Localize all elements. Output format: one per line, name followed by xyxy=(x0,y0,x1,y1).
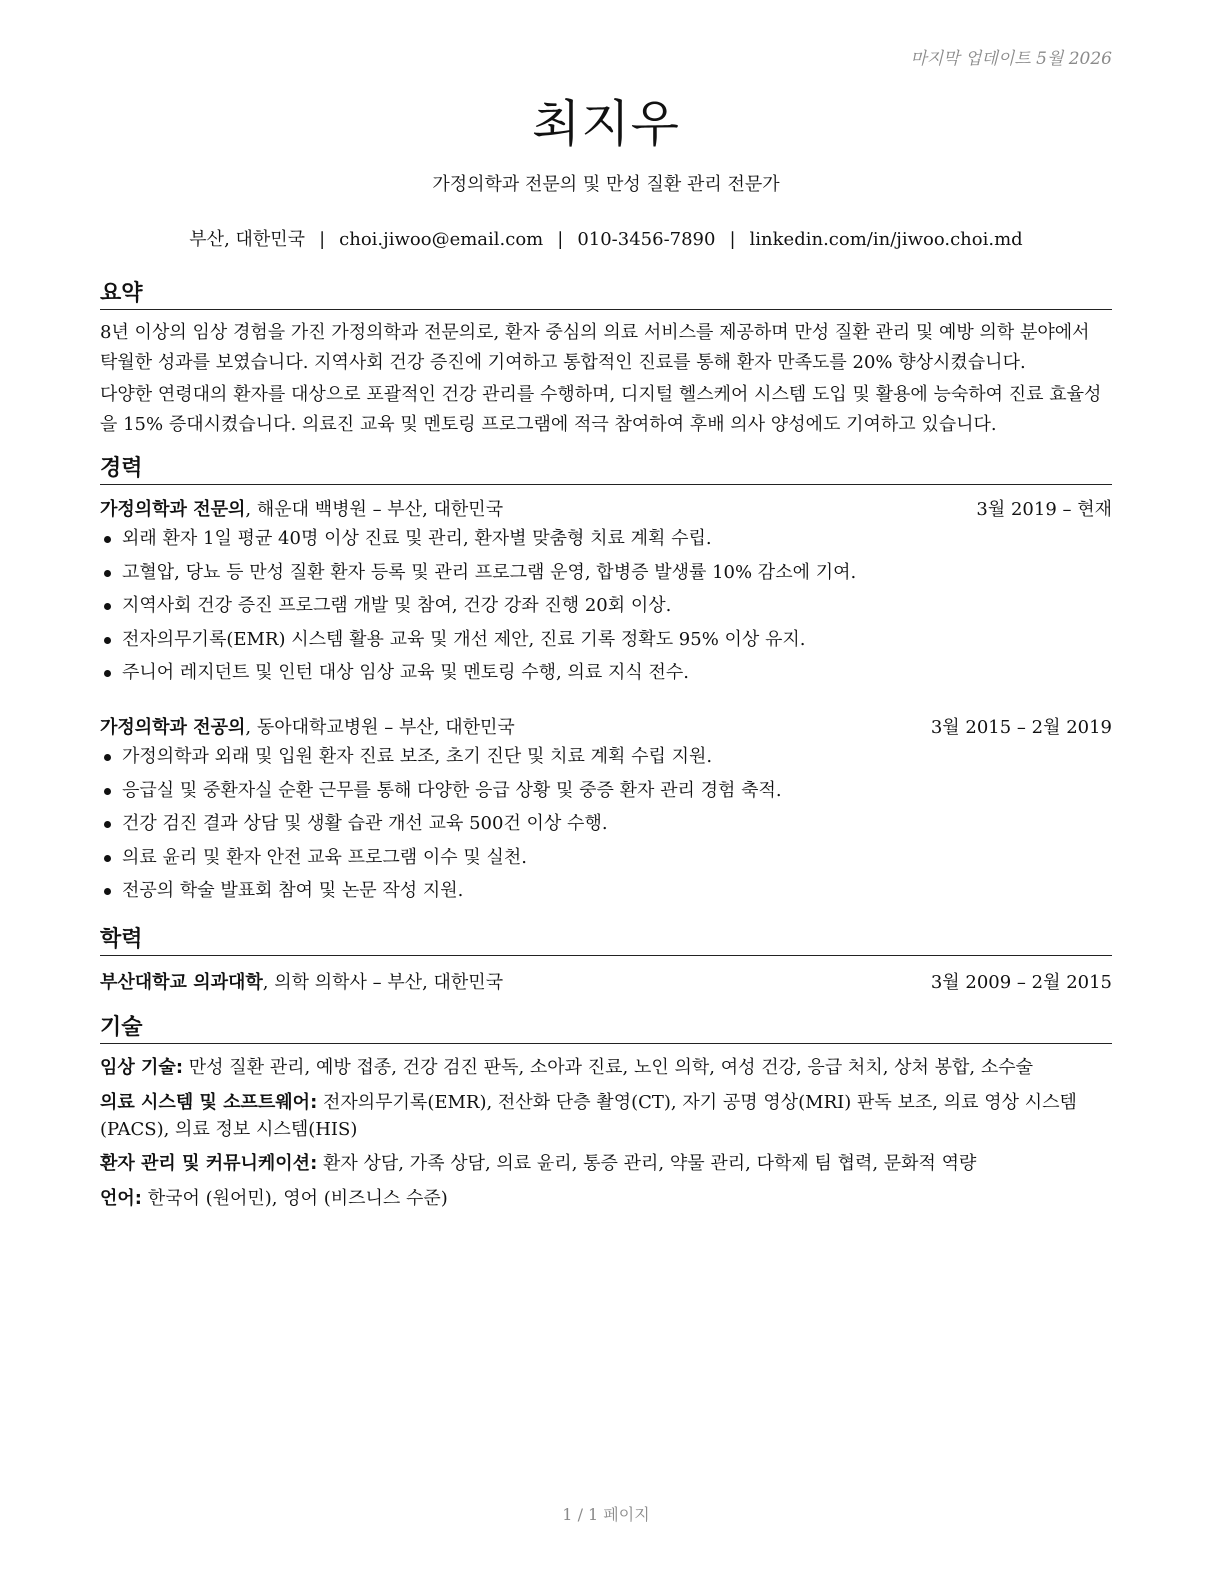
list-item xyxy=(100,593,1112,627)
bullet-icon xyxy=(104,855,111,862)
page-number: 1 / 1 페이지 xyxy=(562,1505,650,1524)
job-role: 가정의학과 전문의 xyxy=(100,499,246,520)
separator: | xyxy=(729,229,736,250)
job-date: 3월 2015 – 2월 2019 xyxy=(930,717,1112,738)
list-item xyxy=(100,811,1112,845)
bullet-icon xyxy=(104,754,111,761)
bullet-icon xyxy=(104,637,111,644)
section-title-skills: 기술 xyxy=(100,1010,1112,1044)
list-item xyxy=(100,526,1112,560)
section-title-summary: 요약 xyxy=(100,276,1112,310)
bullet-icon xyxy=(104,888,111,895)
bullet-icon xyxy=(104,536,111,543)
contact-line xyxy=(100,225,1112,251)
bullet-text: 응급실 및 중환자실 순환 근무를 통해 다양한 응급 상황 및 중증 환자 관리 경험 축적. xyxy=(122,779,782,801)
skill-row xyxy=(100,1054,1112,1081)
skill-label: 의료 시스템 및 소프트웨어: xyxy=(100,1092,318,1113)
bullet-text: 의료 윤리 및 환자 안전 교육 프로그램 이수 및 실천. xyxy=(122,846,527,868)
education-school: 부산대학교 의과대학 xyxy=(100,972,263,993)
bullet-text: 건강 검진 결과 상담 및 생활 습관 개선 교육 500건 이상 수행. xyxy=(122,813,608,834)
job-header xyxy=(100,495,1112,521)
bullet-text: 가정의학과 외래 및 입원 환자 진료 보조, 초기 진단 및 치료 계획 수립 지원. xyxy=(122,746,713,767)
education-date: 3월 2009 – 2월 2015 xyxy=(930,972,1112,993)
bullet-icon xyxy=(104,788,111,795)
job-bullets xyxy=(100,526,1112,694)
skill-row xyxy=(100,1185,1112,1212)
list-item xyxy=(100,744,1112,778)
list-item xyxy=(100,560,1112,594)
job-date: 3월 2019 – 현재 xyxy=(976,499,1112,520)
contact-phone[interactable]: 010-3456-7890 xyxy=(577,229,716,250)
bullet-icon xyxy=(104,570,111,577)
list-item xyxy=(100,660,1112,694)
contact-location: 부산, 대한민국 xyxy=(189,229,306,250)
summary-paragraph-2: 다양한 연령대의 환자를 대상으로 포괄적인 건강 관리를 수행하며, 디지털 헬스케어 시스템 도입 및 활용에 능숙하여 진료 효율성을 15% 증대시켰습니다. 의료진 교육 및 멘토링 프로그램에 적극 참여하여 후배 의사 양성에도 기여하고 있습니다. xyxy=(100,384,1102,435)
skill-value: 전자의무기록(EMR), 전산화 단층 촬영(CT), 자기 공명 영상(MRI) 판독 보조, 의료 영상 시스템(PACS), 의료 정보 시스템(HIS) xyxy=(100,1092,1077,1140)
section-title-experience: 경력 xyxy=(100,451,1112,485)
bullet-text: 외래 환자 1일 평균 40명 이상 진료 및 관리, 환자별 맞춤형 치료 계획 수립. xyxy=(122,528,712,549)
separator: | xyxy=(319,229,326,250)
list-item xyxy=(100,778,1112,812)
bullet-text: 전공의 학술 발표회 참여 및 논문 작성 지원. xyxy=(122,880,464,901)
contact-linkedin[interactable]: linkedin.com/in/jiwoo.choi.md xyxy=(749,229,1023,250)
job-role: 가정의학과 전공의 xyxy=(100,717,246,738)
candidate-name: 최지우 xyxy=(532,95,680,153)
tagline: 가정의학과 전문의 및 만성 질환 관리 전문가 xyxy=(432,174,780,195)
bullet-text: 고혈압, 당뇨 등 만성 질환 환자 등록 및 관리 프로그램 운영, 합병증 발생률 10% 감소에 기여. xyxy=(122,561,857,583)
bullet-icon xyxy=(104,821,111,828)
job-bullets xyxy=(100,744,1112,912)
skill-row xyxy=(100,1089,1112,1143)
list-item xyxy=(100,627,1112,661)
summary-paragraph-1: 8년 이상의 임상 경험을 가진 가정의학과 전문의로, 환자 중심의 의료 서비스를 제공하며 만성 질환 관리 및 예방 의학 분야에서 탁월한 성과를 보였습니다. 지역사회 건강 증진에 기여하고 통합적인 진료를 통해 환자 만족도를 20% 향상시켰습니다. xyxy=(100,322,1090,373)
skill-row xyxy=(100,1150,1112,1177)
list-item xyxy=(100,878,1112,912)
skill-label: 임상 기술: xyxy=(100,1057,184,1078)
skill-value: 한국어 (원어민), 영어 (비즈니스 수준) xyxy=(141,1188,448,1209)
separator: | xyxy=(557,229,564,250)
resume-page xyxy=(100,0,1112,1584)
education-detail: , 의학 의학사 – 부산, 대한민국 xyxy=(262,972,504,993)
bullet-icon xyxy=(104,603,111,610)
skill-value: 만성 질환 관리, 예방 접종, 건강 검진 판독, 소아과 진료, 노인 의학, 여성 건강, 응급 처치, 상처 봉합, 소수술 xyxy=(183,1057,1034,1078)
job-org: , 해운대 백병원 – 부산, 대한민국 xyxy=(245,499,504,520)
skill-value: 환자 상담, 가족 상담, 의료 윤리, 통증 관리, 약물 관리, 다학제 팀 협력, 문화적 역량 xyxy=(317,1153,977,1174)
list-item xyxy=(100,845,1112,879)
education-entry xyxy=(100,968,1112,994)
bullet-text: 주니어 레지던트 및 인턴 대상 임상 교육 및 멘토링 수행, 의료 지식 전수. xyxy=(122,662,689,683)
bullet-icon xyxy=(104,670,111,677)
skill-label: 언어: xyxy=(100,1188,142,1209)
skill-label: 환자 관리 및 커뮤니케이션: xyxy=(100,1153,318,1174)
job-org: , 동아대학교병원 – 부산, 대한민국 xyxy=(245,717,515,738)
job-header xyxy=(100,713,1112,739)
section-title-education: 학력 xyxy=(100,922,1112,956)
last-updated: 마지막 업데이트 5월 2026 xyxy=(910,49,1112,69)
contact-email[interactable]: choi.jiwoo@email.com xyxy=(339,229,544,250)
bullet-text: 전자의무기록(EMR) 시스템 활용 교육 및 개선 제안, 진료 기록 정확도 95% 이상 유지. xyxy=(122,628,806,650)
bullet-text: 지역사회 건강 증진 프로그램 개발 및 참여, 건강 강좌 진행 20회 이상. xyxy=(122,595,672,616)
